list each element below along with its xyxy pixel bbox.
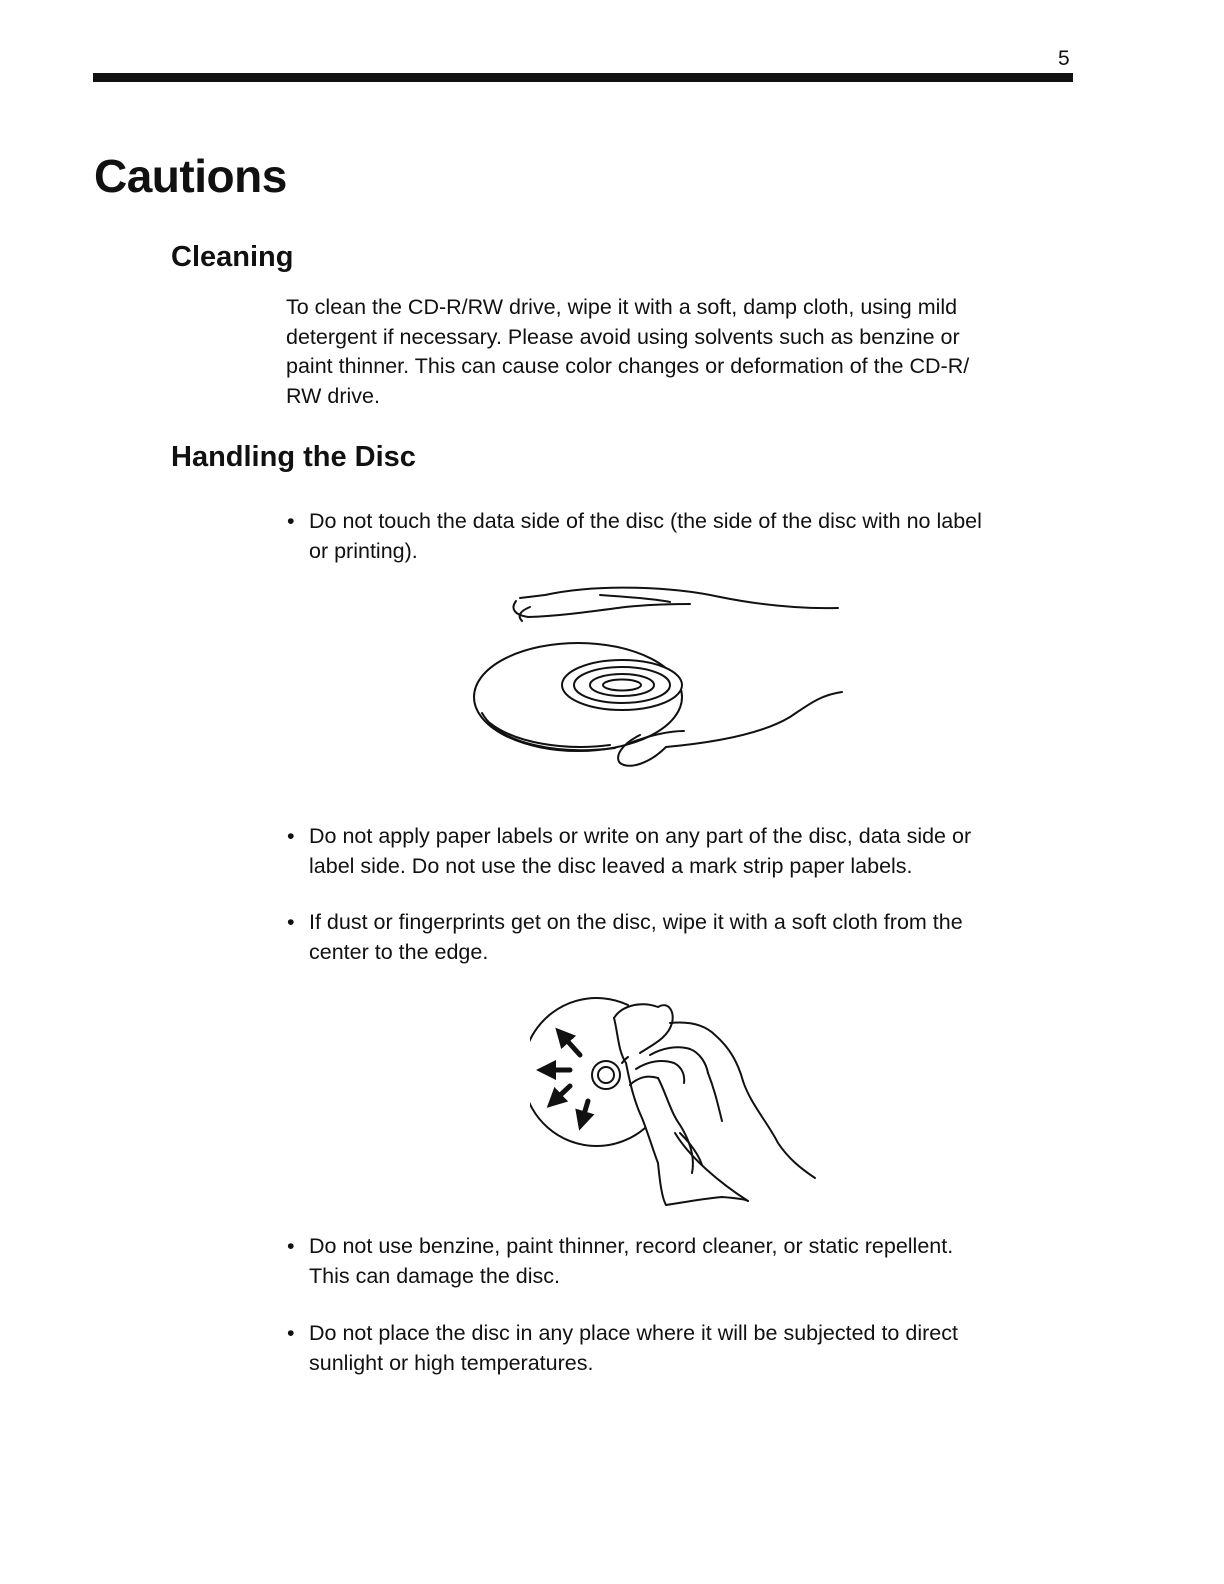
paragraph-line: paint thinner. This can cause color changes or deformation of the CD-R/: [286, 354, 970, 378]
page-number: 5: [1058, 47, 1070, 70]
page-title: Cautions: [94, 150, 287, 202]
bullet-item: [286, 908, 1076, 967]
bullet-line: sunlight or high temperatures.: [309, 1350, 594, 1375]
bullet-marker: •: [287, 1234, 295, 1258]
bullet-marker: •: [287, 824, 295, 848]
bullet-line: label side. Do not use the disc leaved a mark strip paper labels.: [309, 853, 913, 878]
bullet-item: [286, 822, 1076, 881]
cleaning-paragraph: [286, 293, 1076, 411]
bullet-line: Do not apply paper labels or write on any part of the disc, data side or: [309, 824, 972, 848]
bullet-marker: •: [287, 1321, 295, 1345]
paragraph-line: RW drive.: [286, 383, 380, 408]
section-heading-handling-the-disc: Handling the Disc: [171, 441, 416, 473]
bullet-line: If dust or fingerprints get on the disc, wipe it with a soft cloth from the: [309, 910, 963, 934]
bullet-marker: •: [287, 509, 295, 533]
bullet-line: or printing).: [309, 538, 418, 563]
bullet-line: This can damage the disc.: [309, 1263, 560, 1288]
bullet-line: Do not place the disc in any place where it will be subjected to direct: [309, 1321, 958, 1345]
bullet-line: Do not use benzine, paint thinner, record cleaner, or static repellent.: [309, 1234, 954, 1258]
paragraph-line: detergent if necessary. Please avoid using solvents such as benzine or: [286, 324, 960, 349]
bullet-line: center to the edge.: [309, 939, 489, 964]
bullet-item: [286, 507, 1076, 566]
bullet-item: [286, 1319, 1076, 1378]
bullet-item: [286, 1232, 1076, 1291]
bullet-marker: •: [287, 910, 295, 934]
bullet-line: Do not touch the data side of the disc (the side of the disc with no label: [309, 509, 982, 533]
paragraph-line: To clean the CD-R/RW drive, wipe it with a soft, damp cloth, using mild: [286, 295, 958, 319]
wiping-disc-illustration: [530, 993, 830, 1213]
section-heading-cleaning: Cleaning: [171, 241, 294, 273]
hand-holding-disc-illustration: [470, 585, 850, 775]
header-rule: [93, 73, 1073, 82]
